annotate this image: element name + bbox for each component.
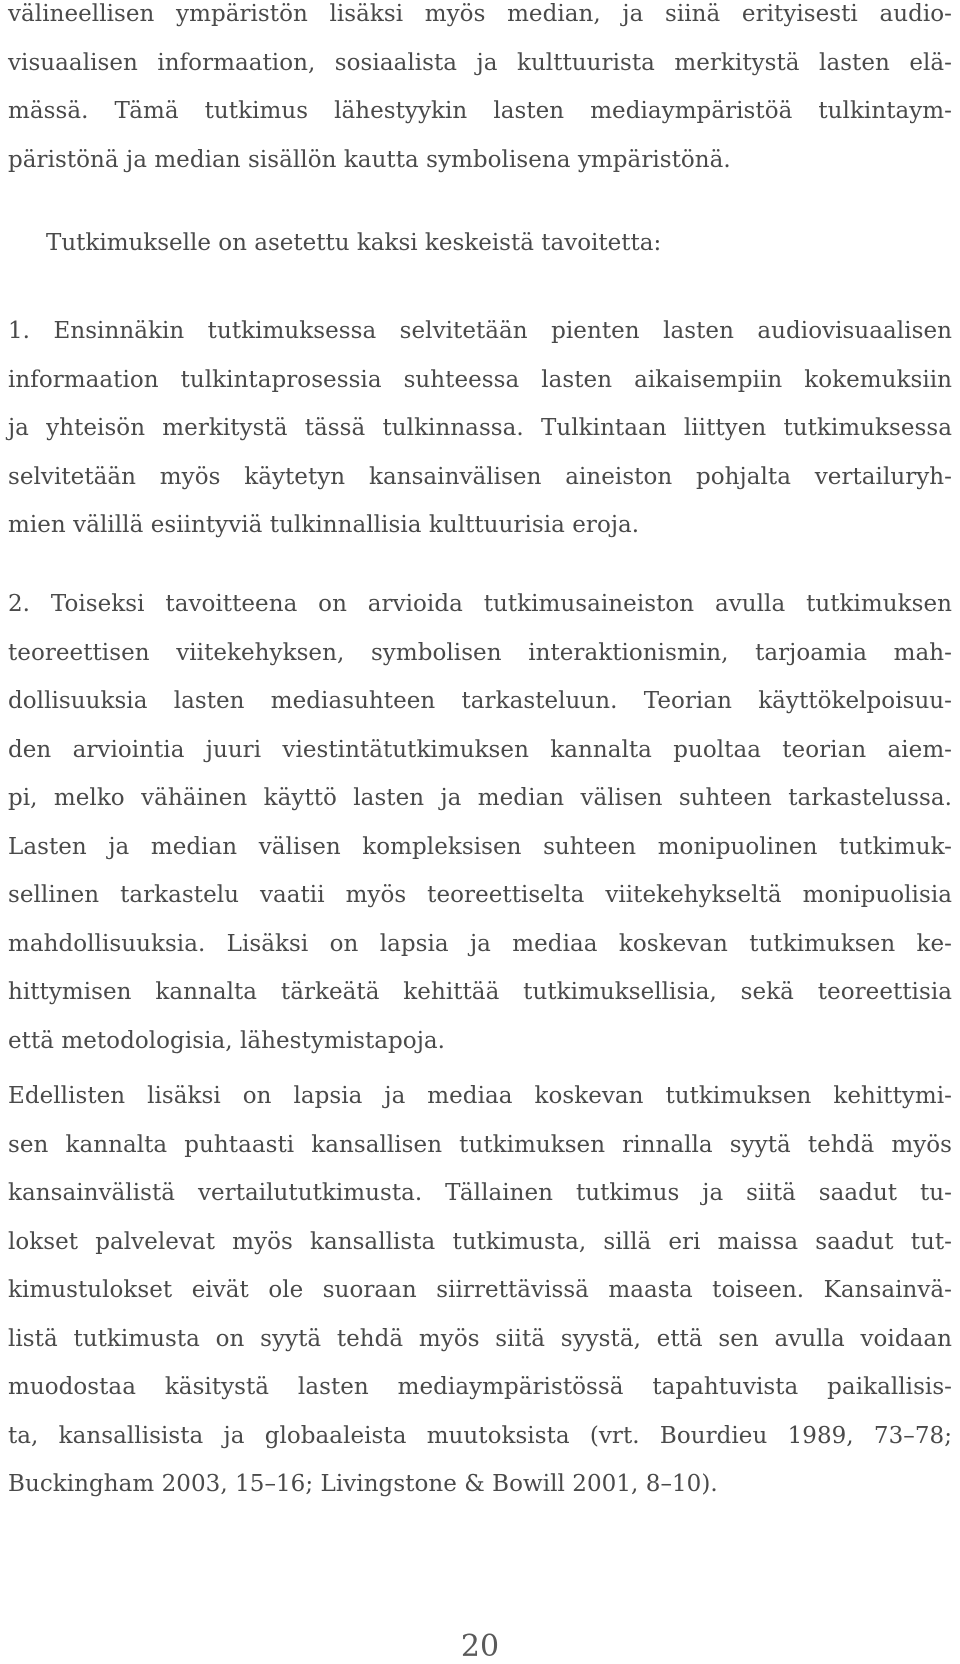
text-line: kansainvälistä vertailututkimusta. Tällainen tutkimus ja siitä saadut tu- — [8, 1180, 952, 1206]
text-line: ta, kansallisista ja globaaleista muutoksista (vrt. Bourdieu 1989, 73–78; — [8, 1422, 952, 1449]
text-line: päristönä ja median sisällön kautta symbolisena ympäristönä. — [8, 146, 731, 173]
text-line: muodostaa käsitystä lasten mediaympäristössä tapahtuvista paikallisis- — [8, 1374, 952, 1400]
closing-paragraph — [8, 1072, 952, 1509]
text-line: listä tutkimusta on syytä tehdä myös siitä syystä, että sen avulla voidaan — [8, 1325, 952, 1352]
text-line: mien välillä esiintyviä tulkinnallisia kulttuurisia eroja. — [8, 512, 640, 538]
text-line: dollisuuksia lasten mediasuhteen tarkasteluun. Teorian käyttökelpoisuu- — [8, 688, 952, 714]
text-line: pi, melko vähäinen käyttö lasten ja median välisen suhteen tarkastelussa. — [8, 785, 952, 811]
text-line: kimustulokset eivät ole suoraan siirrettävissä maasta toiseen. Kansainvä- — [8, 1277, 952, 1303]
text-line: lokset palvelevat myös kansallista tutkimusta, sillä eri maissa saadut tut- — [8, 1228, 952, 1255]
text-line: 2. Toiseksi tavoitteena on arvioida tutkimusaineiston avulla tutkimuksen — [8, 591, 952, 617]
text-line: sen kannalta puhtaasti kansallisen tutkimuksen rinnalla syytä tehdä myös — [8, 1131, 952, 1158]
objectives-intro: Tutkimukselle on asetettu kaksi keskeistä tavoitetta: — [46, 230, 662, 256]
text-line: välineellisen ympäristön lisäksi myös median, ja siinä erityisesti audio- — [8, 1, 952, 27]
text-line: Buckingham 2003, 15–16; Livingstone & Bowill 2001, 8–10). — [8, 1471, 718, 1497]
text-line: 1. Ensinnäkin tutkimuksessa selvitetään pienten lasten audiovisuaalisen — [8, 318, 952, 344]
text-line: teoreettisen viitekehyksen, symbolisen interaktionismin, tarjoamia mah- — [8, 639, 952, 666]
text-line: mässä. Tämä tutkimus lähestyykin lasten mediaympäristöä tulkintaym- — [8, 98, 952, 124]
text-line: hittymisen kannalta tärkeätä kehittää tutkimuksellisia, sekä teoreettisia — [8, 979, 952, 1005]
page-number: 20 — [460, 1629, 500, 1664]
text-line: mahdollisuuksia. Lisäksi on lapsia ja mediaa koskevan tutkimuksen ke- — [8, 930, 952, 957]
text-line: Lasten ja median välisen kompleksisen suhteen monipuolinen tutkimuk- — [8, 833, 952, 860]
text-line: sellinen tarkastelu vaatii myös teoreettiselta viitekehykseltä monipuolisia — [8, 882, 952, 908]
text-line: visuaalisen informaation, sosiaalista ja kulttuurista merkitystä lasten elä- — [8, 49, 952, 76]
continuation-paragraph — [8, 0, 952, 184]
objective-1-paragraph — [8, 307, 952, 550]
objective-2-paragraph — [8, 580, 952, 1065]
text-line: että metodologisia, lähestymistapoja. — [8, 1027, 446, 1054]
text-line: Edellisten lisäksi on lapsia ja mediaa koskevan tutkimuksen kehittymi- — [8, 1083, 952, 1109]
text-line: selvitetään myös käytetyn kansainvälisen aineiston pohjalta vertailuryh- — [8, 463, 952, 490]
text-line: ja yhteisön merkitystä tässä tulkinnassa. Tulkintaan liittyen tutkimuksessa — [8, 415, 952, 441]
text-line: informaation tulkintaprosessia suhteessa lasten aikaisempiin kokemuksiin — [8, 366, 952, 393]
text-line: den arviointia juuri viestintätutkimuksen kannalta puoltaa teorian aiem- — [8, 736, 952, 763]
